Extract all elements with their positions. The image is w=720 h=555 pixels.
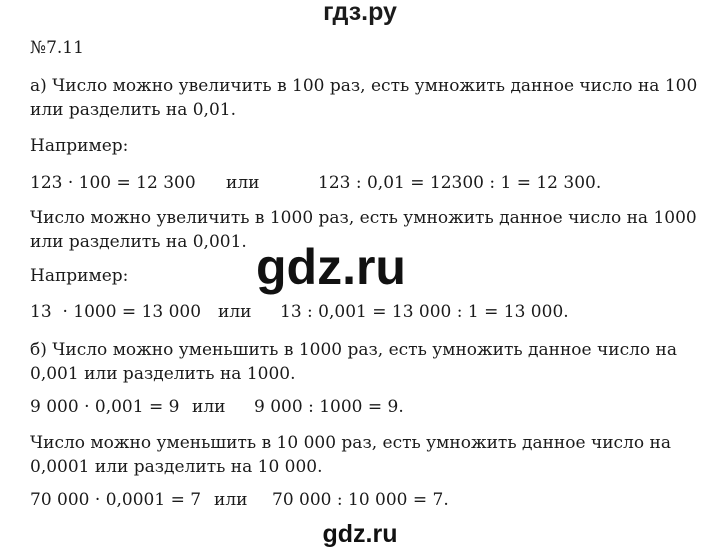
part-a-or2: или [218, 302, 252, 322]
part-a-example-label: Например: [30, 136, 129, 156]
part-a-example2-left: 13 · 1000 = 13 000 [30, 302, 202, 322]
part-a-or: или [226, 173, 260, 193]
part-a-text2-line2: или разделить на 0,001. [30, 232, 247, 252]
part-a-example-left: 123 · 100 = 12 300 [30, 173, 196, 193]
part-b-example-right: 9 000 : 1000 = 9. [254, 397, 404, 417]
part-a-text2-line1: Число можно увеличить в 1000 раз, есть умножить данное число на 1000 [30, 208, 697, 228]
watermark-bottom: gdz.ru [322, 520, 398, 548]
part-b-text-line2: 0,001 или разделить на 1000. [30, 364, 296, 384]
part-a-text-line2: или разделить на 0,01. [30, 100, 237, 120]
watermark-middle: gdz.ru [256, 239, 406, 295]
part-b-example2-left: 70 000 · 0,0001 = 7 [30, 490, 202, 510]
exercise-number: №7.11 [30, 38, 84, 58]
part-b-text-line1: б) Число можно уменьшить в 1000 раз, есть умножить данное число на [30, 340, 678, 360]
part-b-or: или [192, 397, 226, 417]
part-b-text2-line1: Число можно уменьшить в 10 000 раз, есть умножить данное число на [30, 433, 671, 453]
part-a-text-line1: а) Число можно увеличить в 100 раз, есть умножить данное число на 100 [30, 76, 698, 96]
part-b-example2-right: 70 000 : 10 000 = 7. [272, 490, 449, 510]
part-b-example-left: 9 000 · 0,001 = 9 [30, 397, 180, 417]
part-a-example2-right: 13 : 0,001 = 13 000 : 1 = 13 000. [280, 302, 569, 322]
part-b-text2-line2: 0,0001 или разделить на 10 000. [30, 457, 323, 477]
part-a-example2-label: Например: [30, 266, 129, 286]
part-b-or2: или [214, 490, 248, 510]
site-header: гдз.ру [323, 0, 397, 26]
part-a-example-right: 123 : 0,01 = 12300 : 1 = 12 300. [318, 173, 602, 193]
